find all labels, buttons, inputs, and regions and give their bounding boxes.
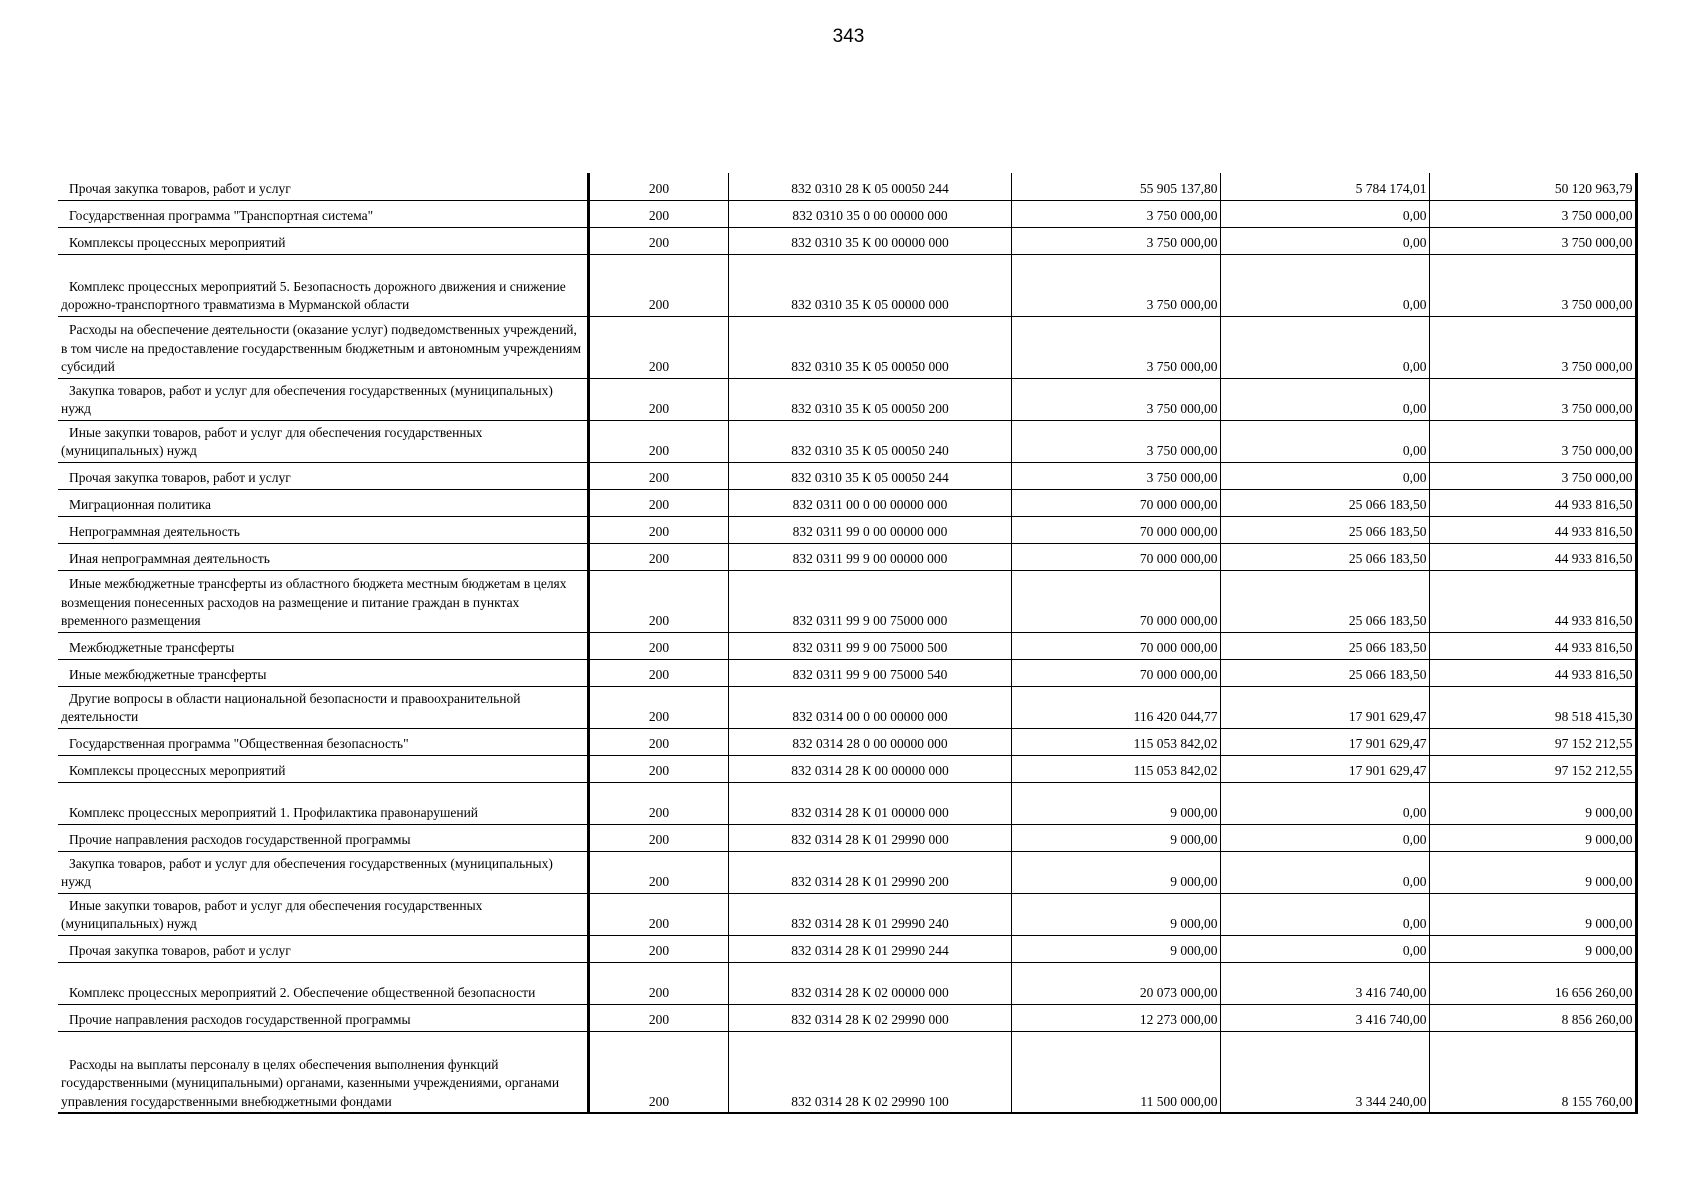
row-grbs-code: 200 [588, 227, 728, 254]
row-executed-amount: 0,00 [1220, 935, 1429, 962]
row-name-text: Миграционная политика [69, 497, 211, 512]
row-remaining-amount: 97 152 212,55 [1429, 728, 1636, 755]
table-row [58, 1031, 1636, 1113]
row-name-text: Комплекс процессных мероприятий 5. Безопасность дорожного движения и снижение дорожно-транспортного травматизма в Мурманской области [61, 278, 566, 312]
row-executed-amount: 25 066 183,50 [1220, 632, 1429, 659]
row-approved-amount: 70 000 000,00 [1011, 516, 1220, 543]
row-approved-amount: 70 000 000,00 [1011, 632, 1220, 659]
row-name-text: Другие вопросы в области национальной безопасности и правоохранительной деятельности [61, 690, 521, 724]
row-grbs-code: 200 [588, 378, 728, 420]
table-row [58, 378, 1636, 420]
row-classification-code: 832 0314 28 К 01 29990 200 [728, 851, 1011, 893]
table-row [58, 935, 1636, 962]
row-name-text: Комплекс процессных мероприятий 1. Профилактика правонарушений [69, 805, 479, 820]
table-row [58, 962, 1636, 1004]
row-executed-amount: 25 066 183,50 [1220, 543, 1429, 570]
row-classification-code: 832 0310 35 К 05 00050 244 [728, 462, 1011, 489]
page-number: 343 [832, 26, 865, 47]
table-row [58, 686, 1636, 728]
row-executed-amount: 0,00 [1220, 824, 1429, 851]
table-row [58, 489, 1636, 516]
row-classification-code: 832 0314 28 К 01 29990 244 [728, 935, 1011, 962]
table-row [58, 632, 1636, 659]
row-name-text: Иные закупки товаров, работ и услуг для обеспечения государственных (муниципальных) нужд [61, 424, 483, 458]
row-executed-amount: 3 416 740,00 [1220, 1004, 1429, 1031]
row-grbs-code: 200 [588, 782, 728, 824]
budget-table-body [58, 173, 1636, 1113]
row-grbs-code: 200 [588, 935, 728, 962]
row-name-text: Прочая закупка товаров, работ и услуг [69, 470, 291, 485]
row-approved-amount: 70 000 000,00 [1011, 543, 1220, 570]
row-approved-amount: 9 000,00 [1011, 824, 1220, 851]
row-remaining-amount: 97 152 212,55 [1429, 755, 1636, 782]
row-executed-amount: 25 066 183,50 [1220, 516, 1429, 543]
row-name-text: Иные закупки товаров, работ и услуг для обеспечения государственных (муниципальных) нужд [61, 897, 483, 931]
row-name [58, 935, 588, 962]
row-grbs-code: 200 [588, 851, 728, 893]
row-approved-amount: 3 750 000,00 [1011, 227, 1220, 254]
row-name-text: Закупка товаров, работ и услуг для обеспечения государственных (муниципальных) нужд [61, 382, 553, 416]
row-remaining-amount: 8 856 260,00 [1429, 1004, 1636, 1031]
table-row [58, 824, 1636, 851]
row-name-text: Комплексы процессных мероприятий [69, 763, 286, 778]
row-name-text: Прочие направления расходов государственной программы [69, 832, 411, 847]
row-grbs-code: 200 [588, 686, 728, 728]
row-classification-code: 832 0311 99 9 00 75000 000 [728, 570, 1011, 632]
row-classification-code: 832 0314 28 К 02 00000 000 [728, 962, 1011, 1004]
row-grbs-code: 200 [588, 728, 728, 755]
row-classification-code: 832 0311 99 9 00 75000 540 [728, 659, 1011, 686]
row-approved-amount: 9 000,00 [1011, 782, 1220, 824]
row-remaining-amount: 3 750 000,00 [1429, 378, 1636, 420]
row-remaining-amount: 44 933 816,50 [1429, 516, 1636, 543]
row-classification-code: 832 0310 35 К 05 00050 000 [728, 316, 1011, 378]
table-row [58, 893, 1636, 935]
row-classification-code: 832 0314 00 0 00 00000 000 [728, 686, 1011, 728]
table-row [58, 420, 1636, 462]
row-executed-amount: 0,00 [1220, 200, 1429, 227]
row-grbs-code: 200 [588, 824, 728, 851]
row-executed-amount: 3 344 240,00 [1220, 1031, 1429, 1113]
row-grbs-code: 200 [588, 570, 728, 632]
row-classification-code: 832 0310 35 К 05 00050 200 [728, 378, 1011, 420]
row-remaining-amount: 3 750 000,00 [1429, 254, 1636, 316]
row-remaining-amount: 3 750 000,00 [1429, 316, 1636, 378]
row-remaining-amount: 44 933 816,50 [1429, 543, 1636, 570]
row-name [58, 254, 588, 316]
row-executed-amount: 17 901 629,47 [1220, 686, 1429, 728]
row-name-text: Комплекс процессных мероприятий 2. Обеспечение общественной безопасности [69, 985, 536, 1000]
row-name [58, 420, 588, 462]
row-approved-amount: 70 000 000,00 [1011, 489, 1220, 516]
row-approved-amount: 9 000,00 [1011, 935, 1220, 962]
row-name-text: Межбюджетные трансферты [69, 640, 235, 655]
table-row [58, 227, 1636, 254]
row-remaining-amount: 44 933 816,50 [1429, 489, 1636, 516]
table-row [58, 659, 1636, 686]
table-row [58, 1004, 1636, 1031]
row-remaining-amount: 9 000,00 [1429, 851, 1636, 893]
row-approved-amount: 115 053 842,02 [1011, 755, 1220, 782]
table-row [58, 173, 1636, 200]
row-name [58, 824, 588, 851]
row-name-text: Иная непрограммная деятельность [69, 551, 270, 566]
row-executed-amount: 0,00 [1220, 378, 1429, 420]
row-remaining-amount: 9 000,00 [1429, 824, 1636, 851]
row-classification-code: 832 0310 28 К 05 00050 244 [728, 173, 1011, 200]
row-approved-amount: 70 000 000,00 [1011, 659, 1220, 686]
row-approved-amount: 115 053 842,02 [1011, 728, 1220, 755]
row-executed-amount: 0,00 [1220, 851, 1429, 893]
row-remaining-amount: 3 750 000,00 [1429, 200, 1636, 227]
row-approved-amount: 55 905 137,80 [1011, 173, 1220, 200]
row-grbs-code: 200 [588, 462, 728, 489]
row-classification-code: 832 0310 35 0 00 00000 000 [728, 200, 1011, 227]
row-name [58, 200, 588, 227]
row-name-text: Закупка товаров, работ и услуг для обеспечения государственных (муниципальных) нужд [61, 855, 553, 889]
row-approved-amount: 3 750 000,00 [1011, 254, 1220, 316]
table-row [58, 570, 1636, 632]
row-name-text: Расходы на обеспечение деятельности (оказание услуг) подведомственных учреждений, в том числе на предоставление государственным бюджетным и автономным учреждениям субсидий [61, 322, 581, 374]
row-executed-amount: 25 066 183,50 [1220, 489, 1429, 516]
row-executed-amount: 25 066 183,50 [1220, 659, 1429, 686]
row-executed-amount: 17 901 629,47 [1220, 728, 1429, 755]
row-grbs-code: 200 [588, 632, 728, 659]
row-classification-code: 832 0314 28 0 00 00000 000 [728, 728, 1011, 755]
row-name [58, 516, 588, 543]
row-executed-amount: 0,00 [1220, 316, 1429, 378]
budget-table [58, 173, 1638, 1114]
row-classification-code: 832 0314 28 К 02 29990 100 [728, 1031, 1011, 1113]
table-row [58, 782, 1636, 824]
row-name-text: Прочие направления расходов государственной программы [69, 1012, 411, 1027]
row-classification-code: 832 0314 28 К 00 00000 000 [728, 755, 1011, 782]
row-name [58, 893, 588, 935]
row-grbs-code: 200 [588, 1031, 728, 1113]
row-remaining-amount: 44 933 816,50 [1429, 570, 1636, 632]
row-grbs-code: 200 [588, 173, 728, 200]
row-classification-code: 832 0314 28 К 02 29990 000 [728, 1004, 1011, 1031]
row-executed-amount: 5 784 174,01 [1220, 173, 1429, 200]
row-grbs-code: 200 [588, 200, 728, 227]
row-name [58, 570, 588, 632]
row-grbs-code: 200 [588, 893, 728, 935]
row-approved-amount: 9 000,00 [1011, 893, 1220, 935]
row-classification-code: 832 0310 35 К 05 00050 240 [728, 420, 1011, 462]
row-executed-amount: 0,00 [1220, 227, 1429, 254]
row-grbs-code: 200 [588, 962, 728, 1004]
row-name [58, 851, 588, 893]
table-row [58, 851, 1636, 893]
row-executed-amount: 17 901 629,47 [1220, 755, 1429, 782]
row-executed-amount: 0,00 [1220, 254, 1429, 316]
table-row [58, 316, 1636, 378]
row-remaining-amount: 9 000,00 [1429, 935, 1636, 962]
table-row [58, 254, 1636, 316]
row-approved-amount: 3 750 000,00 [1011, 316, 1220, 378]
row-approved-amount: 12 273 000,00 [1011, 1004, 1220, 1031]
row-grbs-code: 200 [588, 659, 728, 686]
table-row [58, 728, 1636, 755]
row-remaining-amount: 44 933 816,50 [1429, 632, 1636, 659]
row-name-text: Прочая закупка товаров, работ и услуг [69, 943, 291, 958]
table-row [58, 200, 1636, 227]
row-approved-amount: 11 500 000,00 [1011, 1031, 1220, 1113]
row-remaining-amount: 50 120 963,79 [1429, 173, 1636, 200]
row-name [58, 462, 588, 489]
row-name [58, 632, 588, 659]
row-executed-amount: 3 416 740,00 [1220, 962, 1429, 1004]
row-remaining-amount: 8 155 760,00 [1429, 1031, 1636, 1113]
table-row [58, 516, 1636, 543]
row-remaining-amount: 98 518 415,30 [1429, 686, 1636, 728]
row-classification-code: 832 0311 99 0 00 00000 000 [728, 516, 1011, 543]
row-approved-amount: 3 750 000,00 [1011, 200, 1220, 227]
row-remaining-amount: 9 000,00 [1429, 893, 1636, 935]
row-grbs-code: 200 [588, 489, 728, 516]
table-row [58, 543, 1636, 570]
row-name [58, 543, 588, 570]
row-approved-amount: 3 750 000,00 [1011, 420, 1220, 462]
row-name [58, 728, 588, 755]
row-remaining-amount: 16 656 260,00 [1429, 962, 1636, 1004]
row-classification-code: 832 0311 99 9 00 00000 000 [728, 543, 1011, 570]
row-classification-code: 832 0314 28 К 01 29990 240 [728, 893, 1011, 935]
row-classification-code: 832 0310 35 К 05 00000 000 [728, 254, 1011, 316]
row-grbs-code: 200 [588, 516, 728, 543]
row-approved-amount: 116 420 044,77 [1011, 686, 1220, 728]
row-executed-amount: 0,00 [1220, 893, 1429, 935]
row-grbs-code: 200 [588, 254, 728, 316]
row-approved-amount: 3 750 000,00 [1011, 462, 1220, 489]
row-name [58, 1031, 588, 1113]
row-grbs-code: 200 [588, 316, 728, 378]
row-classification-code: 832 0314 28 К 01 29990 000 [728, 824, 1011, 851]
row-remaining-amount: 44 933 816,50 [1429, 659, 1636, 686]
row-grbs-code: 200 [588, 420, 728, 462]
table-row [58, 462, 1636, 489]
row-classification-code: 832 0311 00 0 00 00000 000 [728, 489, 1011, 516]
row-name [58, 659, 588, 686]
row-name [58, 686, 588, 728]
table-row [58, 755, 1636, 782]
row-executed-amount: 0,00 [1220, 782, 1429, 824]
row-executed-amount: 25 066 183,50 [1220, 570, 1429, 632]
row-executed-amount: 0,00 [1220, 420, 1429, 462]
row-name [58, 1004, 588, 1031]
row-name [58, 378, 588, 420]
row-remaining-amount: 3 750 000,00 [1429, 420, 1636, 462]
row-name-text: Иные межбюджетные трансферты из областного бюджета местным бюджетам в целях возмещения понесенных расходов на размещение и питание граждан в пунктах временного размещения [61, 576, 567, 628]
row-name [58, 755, 588, 782]
row-remaining-amount: 9 000,00 [1429, 782, 1636, 824]
row-name [58, 316, 588, 378]
row-name-text: Расходы на выплаты персоналу в целях обеспечения выполнения функций государственными (муниципальными) органами, казенными учреждениями, органами управления государственными внебюджетными фондами [61, 1056, 560, 1109]
row-name-text: Государственная программа "Общественная безопасность" [69, 736, 409, 751]
row-name [58, 489, 588, 516]
row-remaining-amount: 3 750 000,00 [1429, 227, 1636, 254]
row-grbs-code: 200 [588, 1004, 728, 1031]
row-name-text: Прочая закупка товаров, работ и услуг [69, 181, 291, 196]
row-classification-code: 832 0310 35 К 00 00000 000 [728, 227, 1011, 254]
row-approved-amount: 70 000 000,00 [1011, 570, 1220, 632]
row-approved-amount: 20 073 000,00 [1011, 962, 1220, 1004]
row-name [58, 962, 588, 1004]
row-approved-amount: 3 750 000,00 [1011, 378, 1220, 420]
row-name-text: Непрограммная деятельность [69, 524, 240, 539]
row-name-text: Иные межбюджетные трансферты [69, 667, 267, 682]
row-name [58, 173, 588, 200]
row-executed-amount: 0,00 [1220, 462, 1429, 489]
row-name [58, 782, 588, 824]
row-remaining-amount: 3 750 000,00 [1429, 462, 1636, 489]
row-name [58, 227, 588, 254]
row-name-text: Комплексы процессных мероприятий [69, 235, 286, 250]
row-classification-code: 832 0314 28 К 01 00000 000 [728, 782, 1011, 824]
row-grbs-code: 200 [588, 543, 728, 570]
row-name-text: Государственная программа "Транспортная система" [69, 208, 374, 223]
row-approved-amount: 9 000,00 [1011, 851, 1220, 893]
row-grbs-code: 200 [588, 755, 728, 782]
row-classification-code: 832 0311 99 9 00 75000 500 [728, 632, 1011, 659]
